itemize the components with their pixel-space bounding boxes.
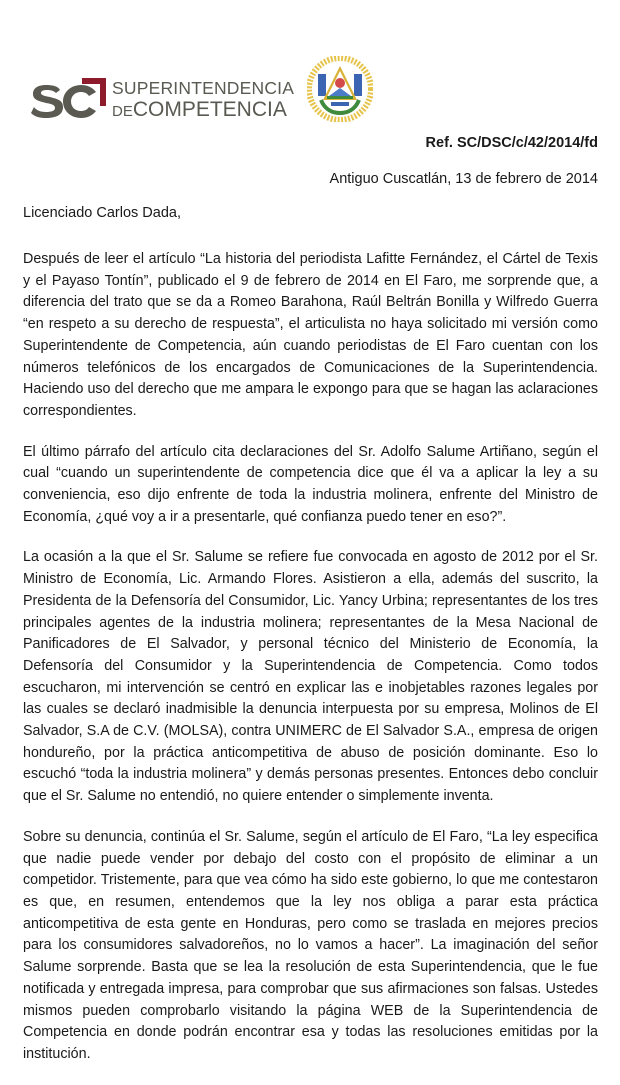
sc-logo-text [112, 80, 294, 120]
salutation: Licenciado Carlos Dada, [23, 205, 181, 221]
paragraph-1: Después de leer el artículo “La historia del periodista Lafitte Fernández, el Cártel de Texis y el Payaso Tontín”, publicado el 9 de febrero de 2014 en El Faro, me sorprende que, a diferencia del trato que se da a Romeo Barahona, Raúl Beltrán Bonilla y Wilfredo Guerra “en respeto a su derecho de respuesta”, el articulista no haya solicitado mi versión como Superintendente de Competencia, aún cuando periodistas de El Faro cuentan con los números telefónicos de los encargados de Comunicaciones de la Superintendencia. Haciendo uso del derecho que me ampara le expongo para que se hagan las aclaraciones correspondientes. [23, 251, 598, 419]
coat-of-arms-el-salvador-icon [307, 56, 373, 122]
reference-number: Ref. SC/DSC/c/42/2014/fd [425, 135, 598, 151]
paragraph-2: El último párrafo del artículo cita declaraciones del Sr. Adolfo Salume Artiñano, según el cual “cuando un superintendente de competencia dice que él va a aplicar la ley a su conveniencia, eso dijo enfrente de toda la industria molinera, enfrente del Ministro de Economía, ¿qué voy a ir a presentarle, qué confianza puedo tener en eso?”. [23, 443, 598, 525]
logo-line-2-main: COMPETENCIA [132, 97, 287, 121]
sc-logo [30, 76, 295, 121]
letter-body [23, 249, 598, 1085]
paragraph-4: Sobre su denuncia, continúa el Sr. Salume, según el artículo de El Faro, “La ley especifica que nadie puede vender por debajo del costo con el propósito de eliminar a un competidor. Tristemente, para que vea cómo ha sido este gobierno, lo que me contestaron es que, en resumen, entendemos que la ley nos obliga a parar esta práctica anticompetitiva de esta gente en Honduras, pero como se traslada en mejores precios para los consumidores salvadoreños, no lo vamos a hacer”. La imaginación del señor Salume sorprende. Basta que se lea la resolución de esta Superintendencia, que le fue notificada y entregada impresa, para comprobar que sus afirmaciones son falsas. Ustedes mismos pueden comprobarlo visitando la página WEB de la Superintendencia de Competencia en donde podrán encontrar esa y todas las resoluciones emitidas por la institución. [23, 828, 598, 1062]
logo-line-2-prefix: DE [112, 102, 133, 120]
logo-line-2 [112, 99, 294, 120]
place-and-date: Antiguo Cuscatlán, 13 de febrero de 2014 [329, 171, 598, 187]
sc-logo-mark-icon [30, 76, 108, 120]
letterhead [0, 0, 620, 130]
logo-line-1: SUPERINTENDENCIA [112, 78, 295, 98]
paragraph-3: La ocasión a la que el Sr. Salume se refiere fue convocada en agosto de 2012 por el Sr. Ministro de Economía, Lic. Armando Flores. Asistieron a ella, además del suscrito, la Presidenta de la Defensoría del Consumidor, Lic. Yancy Urbina; representantes de los tres principales agentes de la industria molinera; representantes de la Mesa Nacional de Panificadores de El Salvador, y personal técnico del Ministerio de Economía, la Defensoría del Consumidor y la Superintendencia de Competencia. Como todos escucharon, mi intervención se centró en explicar las e inobjetables razones legales por las cuales se declaró inadmisible la denuncia interpuesta por su empresa, Molinos de El Salvador, S.A de C.V. (MOLSA), contra UNIMERC de El Salvador S.A., empresa de origen hondureño, por la práctica anticompetitiva de abuso de posición dominante. Eso lo escuchó “toda la industria molinera” y demás personas presentes. Entonces debo concluir que el Sr. Salume no entendió, no quiere entender o simplemente inventa. [23, 549, 598, 805]
